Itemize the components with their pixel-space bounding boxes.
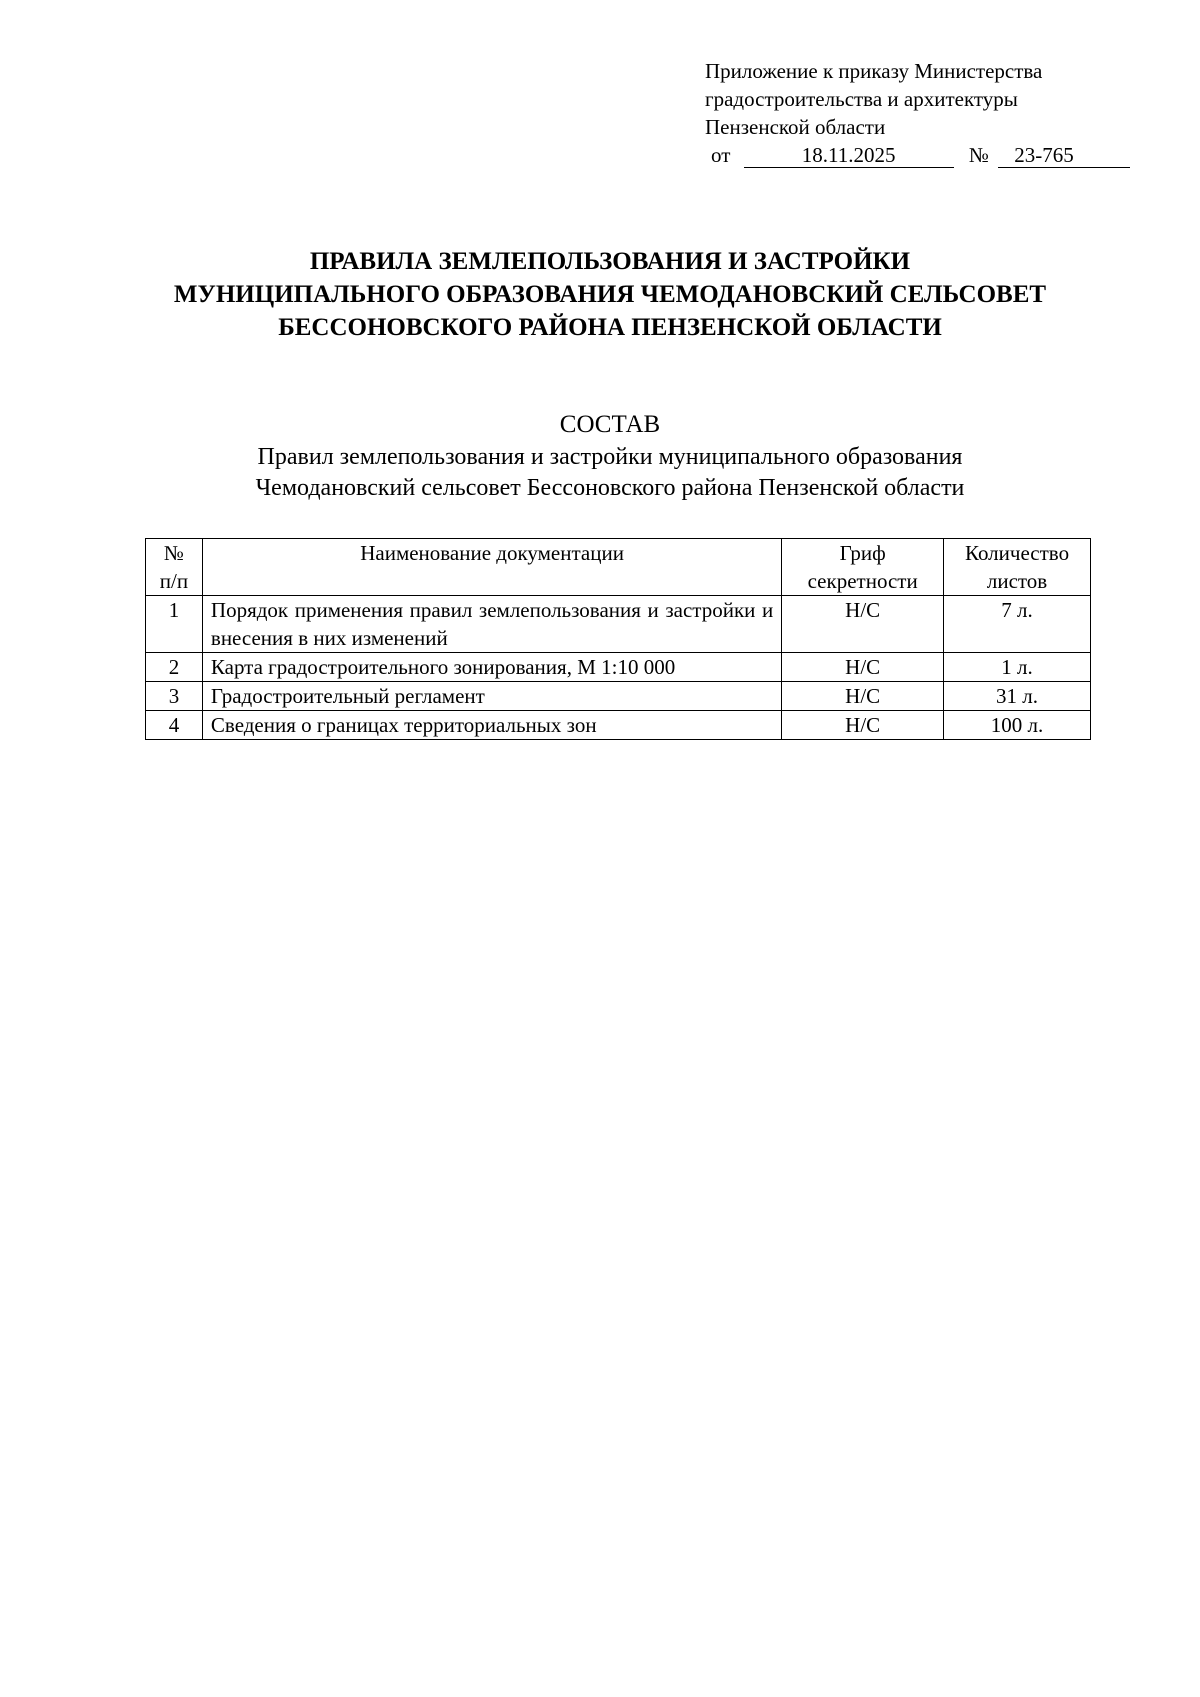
header-grif: [782, 539, 944, 596]
row-num: 1: [146, 596, 203, 653]
row-name: Порядок применения правил землепользования и застройки и внесения в них изменений: [202, 596, 781, 653]
composition-heading: СОСТАВ: [559, 411, 661, 438]
header-count: [944, 539, 1091, 596]
number-label: №: [968, 143, 989, 167]
row-grif: Н/С: [782, 653, 944, 682]
title-line-1: ПРАВИЛА ЗЕМЛЕПОЛЬЗОВАНИЯ И ЗАСТРОЙКИ: [309, 248, 911, 275]
table-header-row: [146, 539, 1091, 596]
title-line-2: МУНИЦИПАЛЬНОГО ОБРАЗОВАНИЯ ЧЕМОДАНОВСКИЙ СЕЛЬСОВЕТ: [173, 281, 1047, 308]
table-row: [146, 711, 1091, 740]
header-grif-line-2: секретности: [807, 569, 918, 593]
header-count-line-1: Количество: [965, 541, 1070, 565]
row-count: 100 л.: [944, 711, 1091, 740]
composition-block: [60, 408, 1160, 504]
title-line-3: БЕССОНОВСКОГО РАЙОНА ПЕНЗЕНСКОЙ ОБЛАСТИ: [278, 314, 942, 341]
row-name: Карта градостроительного зонирования, М 1:10 000: [202, 653, 781, 682]
header-num: [146, 539, 203, 596]
header-count-line-2: листов: [986, 569, 1048, 593]
order-number: 23-765: [998, 143, 1130, 168]
composition-line-1: Правил землепользования и застройки муниципального образования: [257, 444, 963, 470]
order-date: 18.11.2025: [744, 143, 954, 168]
row-grif: Н/С: [782, 682, 944, 711]
appendix-line-2: градостроительства и архитектуры: [705, 87, 1018, 111]
header-name: Наименование документации: [202, 539, 781, 596]
table-row: [146, 682, 1091, 711]
from-label: от: [711, 143, 731, 167]
header-num-line-2: п/п: [159, 569, 189, 593]
table-row: [146, 596, 1091, 653]
table-row: [146, 653, 1091, 682]
row-grif: Н/С: [782, 711, 944, 740]
row-num: 2: [146, 653, 203, 682]
row-name: Градостроительный регламент: [202, 682, 781, 711]
header-grif-line-1: Гриф: [839, 541, 886, 565]
document-title: [60, 245, 1160, 344]
composition-line-2: Чемодановский сельсовет Бессоновского района Пензенской области: [255, 475, 965, 501]
row-count: 7 л.: [944, 596, 1091, 653]
appendix-line-1: Приложение к приказу Министерства: [705, 59, 1043, 83]
row-num: 4: [146, 711, 203, 740]
row-name: Сведения о границах территориальных зон: [202, 711, 781, 740]
row-grif: Н/С: [782, 596, 944, 653]
row-count: 1 л.: [944, 653, 1091, 682]
appendix-line-3: Пензенской области: [705, 115, 886, 139]
row-count: 31 л.: [944, 682, 1091, 711]
appendix-block: [705, 57, 1125, 169]
row-num: 3: [146, 682, 203, 711]
documents-table: [145, 538, 1091, 740]
order-reference: [711, 141, 1125, 169]
header-num-line-1: №: [163, 541, 184, 565]
